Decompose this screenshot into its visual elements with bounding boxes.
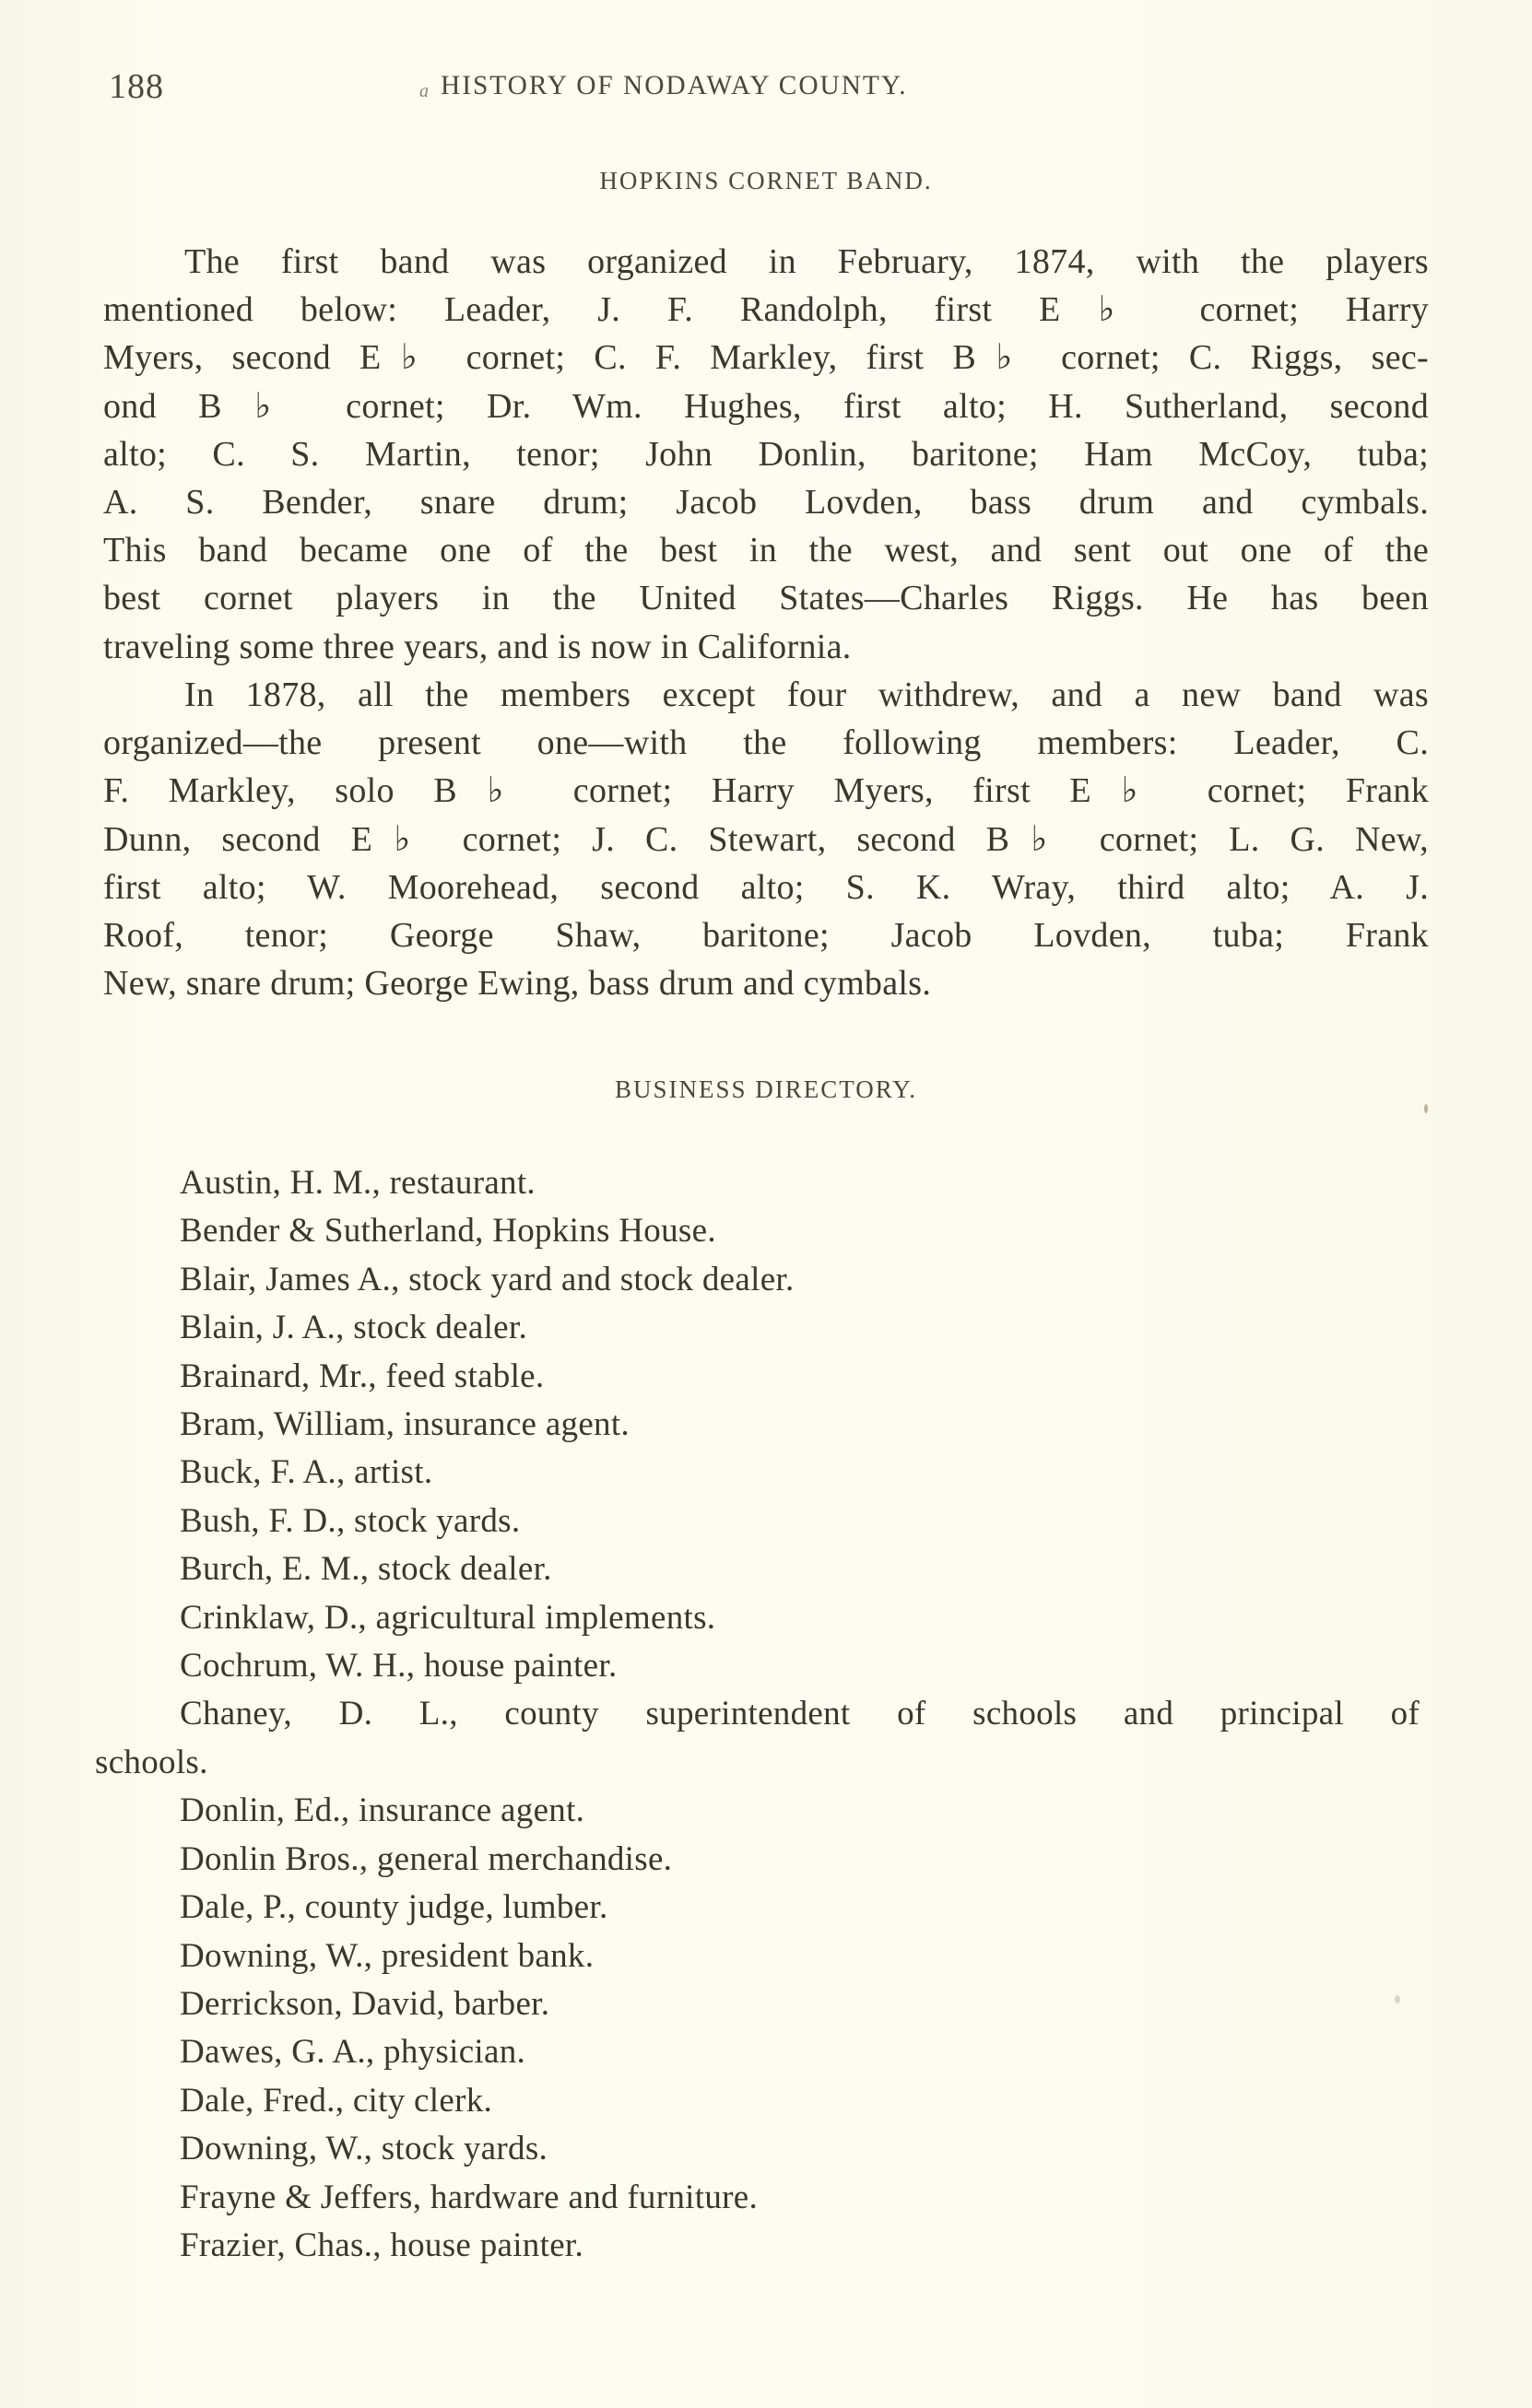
section-title-hopkins-cornet-band: HOPKINS CORNET BAND. <box>599 167 933 194</box>
directory-entry: Dawes, G. A., physician. <box>180 2033 526 2072</box>
directory-entry: Dale, P., county judge, lumber. <box>180 1888 608 1927</box>
directory-entry: Dale, Fred., city clerk. <box>180 2081 493 2120</box>
text-line: first alto; W. Moorehead, second alto; S. K. Wray, third alto; A. J. <box>103 867 1429 907</box>
paper-speck <box>1424 1104 1428 1113</box>
stray-mark: a <box>419 81 429 101</box>
text-line: A. S. Bender, snare drum; Jacob Lovden, bass drum and cymbals. <box>103 483 1429 523</box>
business-directory-list <box>95 1159 1433 2270</box>
paragraph-new-band <box>103 671 1429 1007</box>
text-line: In 1878, all the members except four withdrew, and a new band was <box>184 675 1429 714</box>
paragraph-first-band <box>103 238 1429 671</box>
directory-entry: Donlin, Ed., insurance agent. <box>180 1791 585 1830</box>
directory-entry: Burch, E. M., stock dealer. <box>180 1550 552 1589</box>
directory-entry: Bram, William, insurance agent. <box>180 1405 630 1444</box>
text-line: Dunn, second E♭ cornet; J. C. Stewart, second B♭ cornet; L. G. New, <box>103 819 1429 859</box>
directory-entry: Donlin Bros., general merchandise. <box>180 1839 673 1878</box>
text-line: traveling some three years, and is now in California. <box>103 627 852 666</box>
running-header <box>0 65 1532 111</box>
text-line: Myers, second E♭ cornet; C. F. Markley, first B♭ cornet; C. Riggs, sec- <box>103 338 1429 378</box>
directory-entry: Downing, W., president bank. <box>180 1936 595 1975</box>
text-line: best cornet players in the United States—Charles Riggs. He has been <box>103 579 1429 618</box>
text-line: alto; C. S. Martin, tenor; John Donlin, baritone; Ham McCoy, tuba; <box>103 434 1429 474</box>
directory-entry: Bender & Sutherland, Hopkins House. <box>180 1212 716 1251</box>
directory-entry: Frazier, Chas., house painter. <box>180 2226 584 2264</box>
directory-entry: schools. <box>95 1743 208 1781</box>
directory-entry: Downing, W., stock yards. <box>180 2130 548 2168</box>
text-line: New, snare drum; George Ewing, bass drum and cymbals. <box>103 964 932 1004</box>
running-title: HISTORY OF NODAWAY COUNTY. <box>441 70 908 100</box>
paper-speck <box>1395 1995 1400 2003</box>
text-line: The first band was organized in February, 1874, with the players <box>184 242 1429 281</box>
directory-entry: Crinklaw, D., agricultural implements. <box>180 1598 716 1637</box>
section-title-business-directory: BUSINESS DIRECTORY. <box>614 1075 918 1103</box>
directory-entry: Austin, H. M., restaurant. <box>180 1164 536 1202</box>
directory-entry: Bush, F. D., stock yards. <box>180 1501 521 1540</box>
directory-entry: Blair, James A., stock yard and stock dealer. <box>180 1260 795 1298</box>
page-number: 188 <box>109 67 164 106</box>
text-line: F. Markley, solo B♭ cornet; Harry Myers, first E♭ cornet; Frank <box>103 771 1429 811</box>
text-line: mentioned below: Leader, J. F. Randolph, first E♭ cornet; Harry <box>103 290 1429 330</box>
directory-entry: Blain, J. A., stock dealer. <box>180 1309 528 1347</box>
text-line: This band became one of the best in the west, and sent out one of the <box>103 531 1429 570</box>
directory-entry: Buck, F. A., artist. <box>180 1453 433 1492</box>
text-line: ond B♭ cornet; Dr. Wm. Hughes, first alto; H. Sutherland, second <box>103 386 1429 426</box>
directory-entry: Frayne & Jeffers, hardware and furniture. <box>180 2178 759 2216</box>
directory-entry: Cochrum, W. H., house painter. <box>180 1647 618 1686</box>
text-line: organized—the present one—with the following members: Leader, C. <box>103 723 1429 763</box>
directory-entry: Derrickson, David, barber. <box>180 1984 550 2023</box>
text-line: Roof, tenor; George Shaw, baritone; Jacob Lovden, tuba; Frank <box>103 916 1429 956</box>
directory-entry: Brainard, Mr., feed stable. <box>180 1357 545 1395</box>
directory-entry: Chaney, D. L., county superintendent of schools and principal of <box>180 1695 1420 1733</box>
